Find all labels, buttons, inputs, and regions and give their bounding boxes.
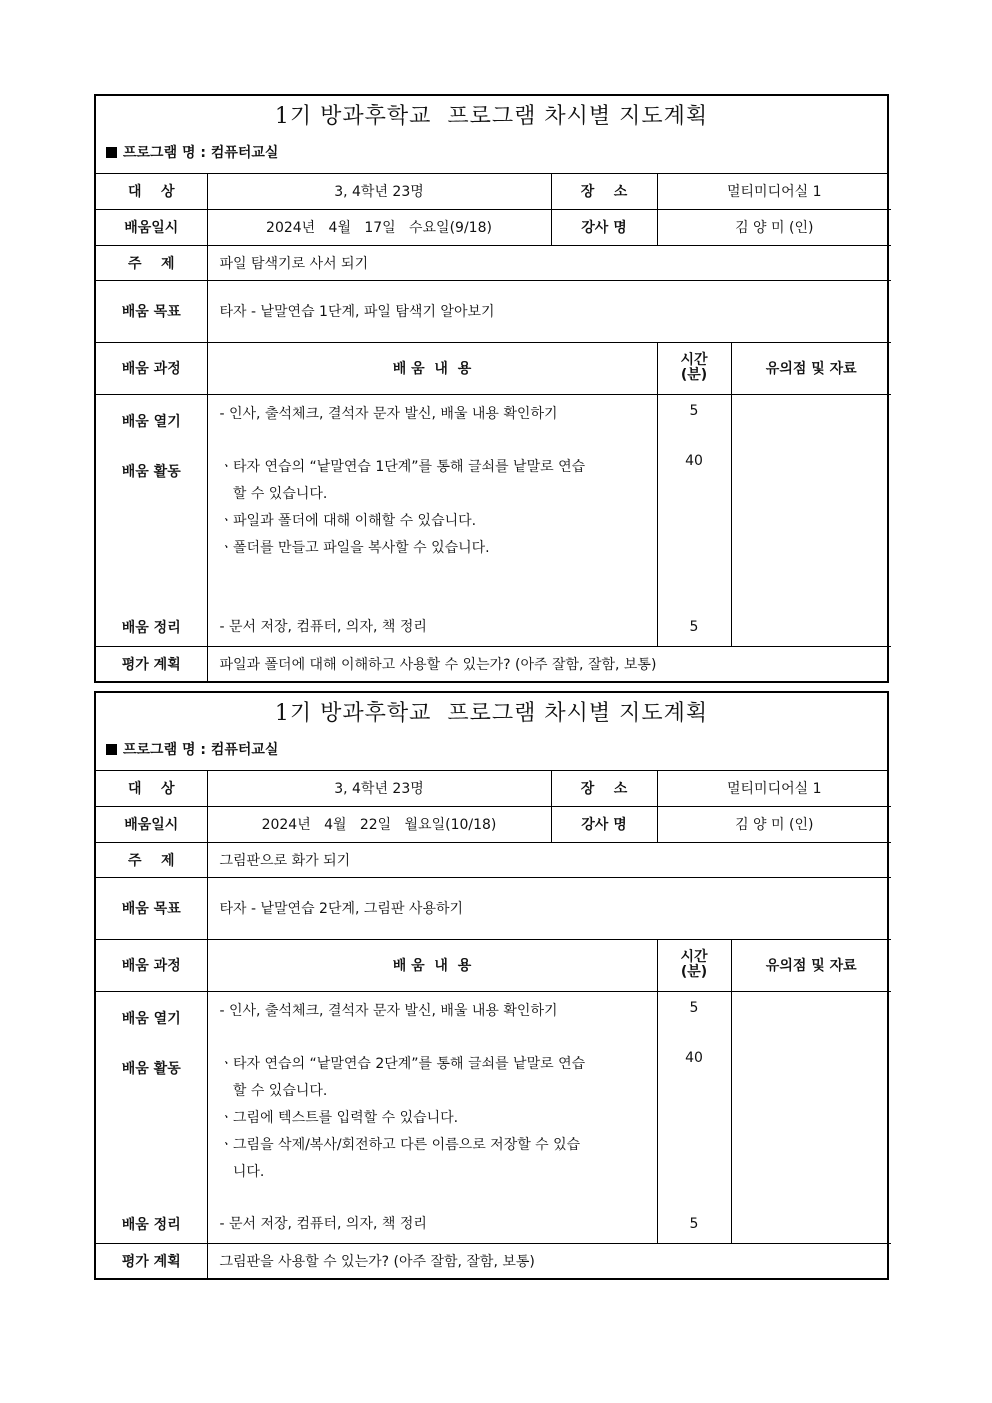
time-header-top: 시간 — [680, 949, 708, 965]
topic-label: 주 제 — [96, 842, 207, 877]
lesson-plan-2 — [94, 691, 889, 1280]
time-header-bottom: (분) — [680, 367, 708, 383]
notes-header: 유의점 및 자료 — [731, 939, 891, 991]
activity-line: 할 수 있습니다. — [219, 1082, 328, 1099]
step-activity: 배움 활동 — [121, 1060, 181, 1077]
step-wrap: 배움 정리 — [121, 619, 181, 636]
evaluation-value: 파일과 폴더에 대해 이해하고 사용할 수 있는가? (아주 잘함, 잘함, 보통) — [207, 646, 891, 681]
evaluation-label: 평가 계획 — [96, 646, 207, 681]
instructor-value: 김 양 미 (인) — [657, 806, 891, 842]
minutes-activity: 40 — [685, 452, 703, 469]
activity-line: ㆍ파일과 폴더에 대해 이해할 수 있습니다. — [219, 512, 477, 529]
topic-value: 파일 탐색기로 사서 되기 — [207, 245, 891, 280]
plan-table — [96, 771, 891, 1278]
square-bullet-icon — [106, 744, 117, 755]
step-wrap: 배움 정리 — [121, 1216, 181, 1233]
process-column — [96, 991, 207, 1243]
evaluation-value: 그림판을 사용할 수 있는가? (아주 잘함, 잘함, 보통) — [207, 1243, 891, 1278]
instructor-value: 김 양 미 (인) — [657, 209, 891, 245]
process-header: 배움 과정 — [96, 342, 207, 394]
plan-title: 1기 방과후학교 프로그램 차시별 지도계획 — [274, 104, 709, 129]
content-header: 배 움 내 용 — [207, 342, 657, 394]
goal-value: 타자 - 낱말연습 1단계, 파일 탐색기 알아보기 — [207, 280, 891, 342]
minutes-open: 5 — [689, 402, 699, 419]
minutes-activity: 40 — [685, 1049, 703, 1066]
minutes-open: 5 — [689, 999, 699, 1016]
target-label: 대 상 — [96, 771, 207, 806]
place-label: 장 소 — [551, 174, 657, 209]
square-bullet-icon — [106, 147, 117, 158]
goal-label: 배움 목표 — [96, 280, 207, 342]
date-value: 2024년 4월 17일 수요일(9/18) — [207, 209, 551, 245]
time-header-bottom: (분) — [680, 964, 708, 980]
activity-line: ㆍ타자 연습의 “낱말연습 2단계”를 통해 글쇠를 낱말로 연습 — [219, 1055, 586, 1072]
place-value: 멀티미디어실 1 — [657, 174, 891, 209]
plan-table — [96, 174, 891, 681]
wrap-text: - 문서 저장, 컴퓨터, 의자, 책 정리 — [219, 1215, 427, 1232]
open-text: - 인사, 출석체크, 결석자 문자 발신, 배울 내용 확인하기 — [219, 405, 558, 422]
notes-column — [731, 394, 891, 646]
content-header: 배 움 내 용 — [207, 939, 657, 991]
content-column — [207, 991, 657, 1243]
minutes-column — [657, 991, 731, 1243]
program-name: 프로그램 명 : 컴퓨터교실 — [96, 735, 887, 771]
target-label: 대 상 — [96, 174, 207, 209]
topic-value: 그림판으로 화가 되기 — [207, 842, 891, 877]
place-label: 장 소 — [551, 771, 657, 806]
notes-header: 유의점 및 자료 — [731, 342, 891, 394]
minutes-wrap: 5 — [689, 618, 699, 635]
process-column — [96, 394, 207, 646]
step-open: 배움 열기 — [121, 1010, 181, 1027]
activity-line: ㆍ그림에 텍스트를 입력할 수 있습니다. — [219, 1109, 459, 1126]
evaluation-label: 평가 계획 — [96, 1243, 207, 1278]
plan-title: 1기 방과후학교 프로그램 차시별 지도계획 — [274, 701, 709, 726]
activity-line: ㆍ그림을 삭제/복사/회전하고 다른 이름으로 저장할 수 있습 — [219, 1136, 581, 1153]
lesson-plan-1 — [94, 94, 889, 683]
date-label: 배움일시 — [96, 806, 207, 842]
topic-label: 주 제 — [96, 245, 207, 280]
goal-value: 타자 - 낱말연습 2단계, 그림판 사용하기 — [207, 877, 891, 939]
activity-line: 할 수 있습니다. — [219, 485, 328, 502]
time-header — [657, 342, 731, 394]
time-header — [657, 939, 731, 991]
open-text: - 인사, 출석체크, 결석자 문자 발신, 배울 내용 확인하기 — [219, 1002, 558, 1019]
activity-line: 니다. — [219, 1163, 265, 1180]
instructor-label: 강사 명 — [551, 209, 657, 245]
goal-label: 배움 목표 — [96, 877, 207, 939]
target-value: 3, 4학년 23명 — [207, 771, 551, 806]
activity-line: ㆍ폴더를 만들고 파일을 복사할 수 있습니다. — [219, 539, 490, 556]
program-name: 프로그램 명 : 컴퓨터교실 — [96, 138, 887, 174]
time-header-top: 시간 — [680, 352, 708, 368]
target-value: 3, 4학년 23명 — [207, 174, 551, 209]
wrap-text: - 문서 저장, 컴퓨터, 의자, 책 정리 — [219, 618, 427, 635]
minutes-column — [657, 394, 731, 646]
step-open: 배움 열기 — [121, 413, 181, 430]
place-value: 멀티미디어실 1 — [657, 771, 891, 806]
instructor-label: 강사 명 — [551, 806, 657, 842]
minutes-wrap: 5 — [689, 1215, 699, 1232]
content-column — [207, 394, 657, 646]
process-header: 배움 과정 — [96, 939, 207, 991]
step-activity: 배움 활동 — [121, 463, 181, 480]
date-value: 2024년 4월 22일 월요일(10/18) — [207, 806, 551, 842]
activity-line: ㆍ타자 연습의 “낱말연습 1단계”를 통해 글쇠를 낱말로 연습 — [219, 458, 586, 475]
notes-column — [731, 991, 891, 1243]
date-label: 배움일시 — [96, 209, 207, 245]
